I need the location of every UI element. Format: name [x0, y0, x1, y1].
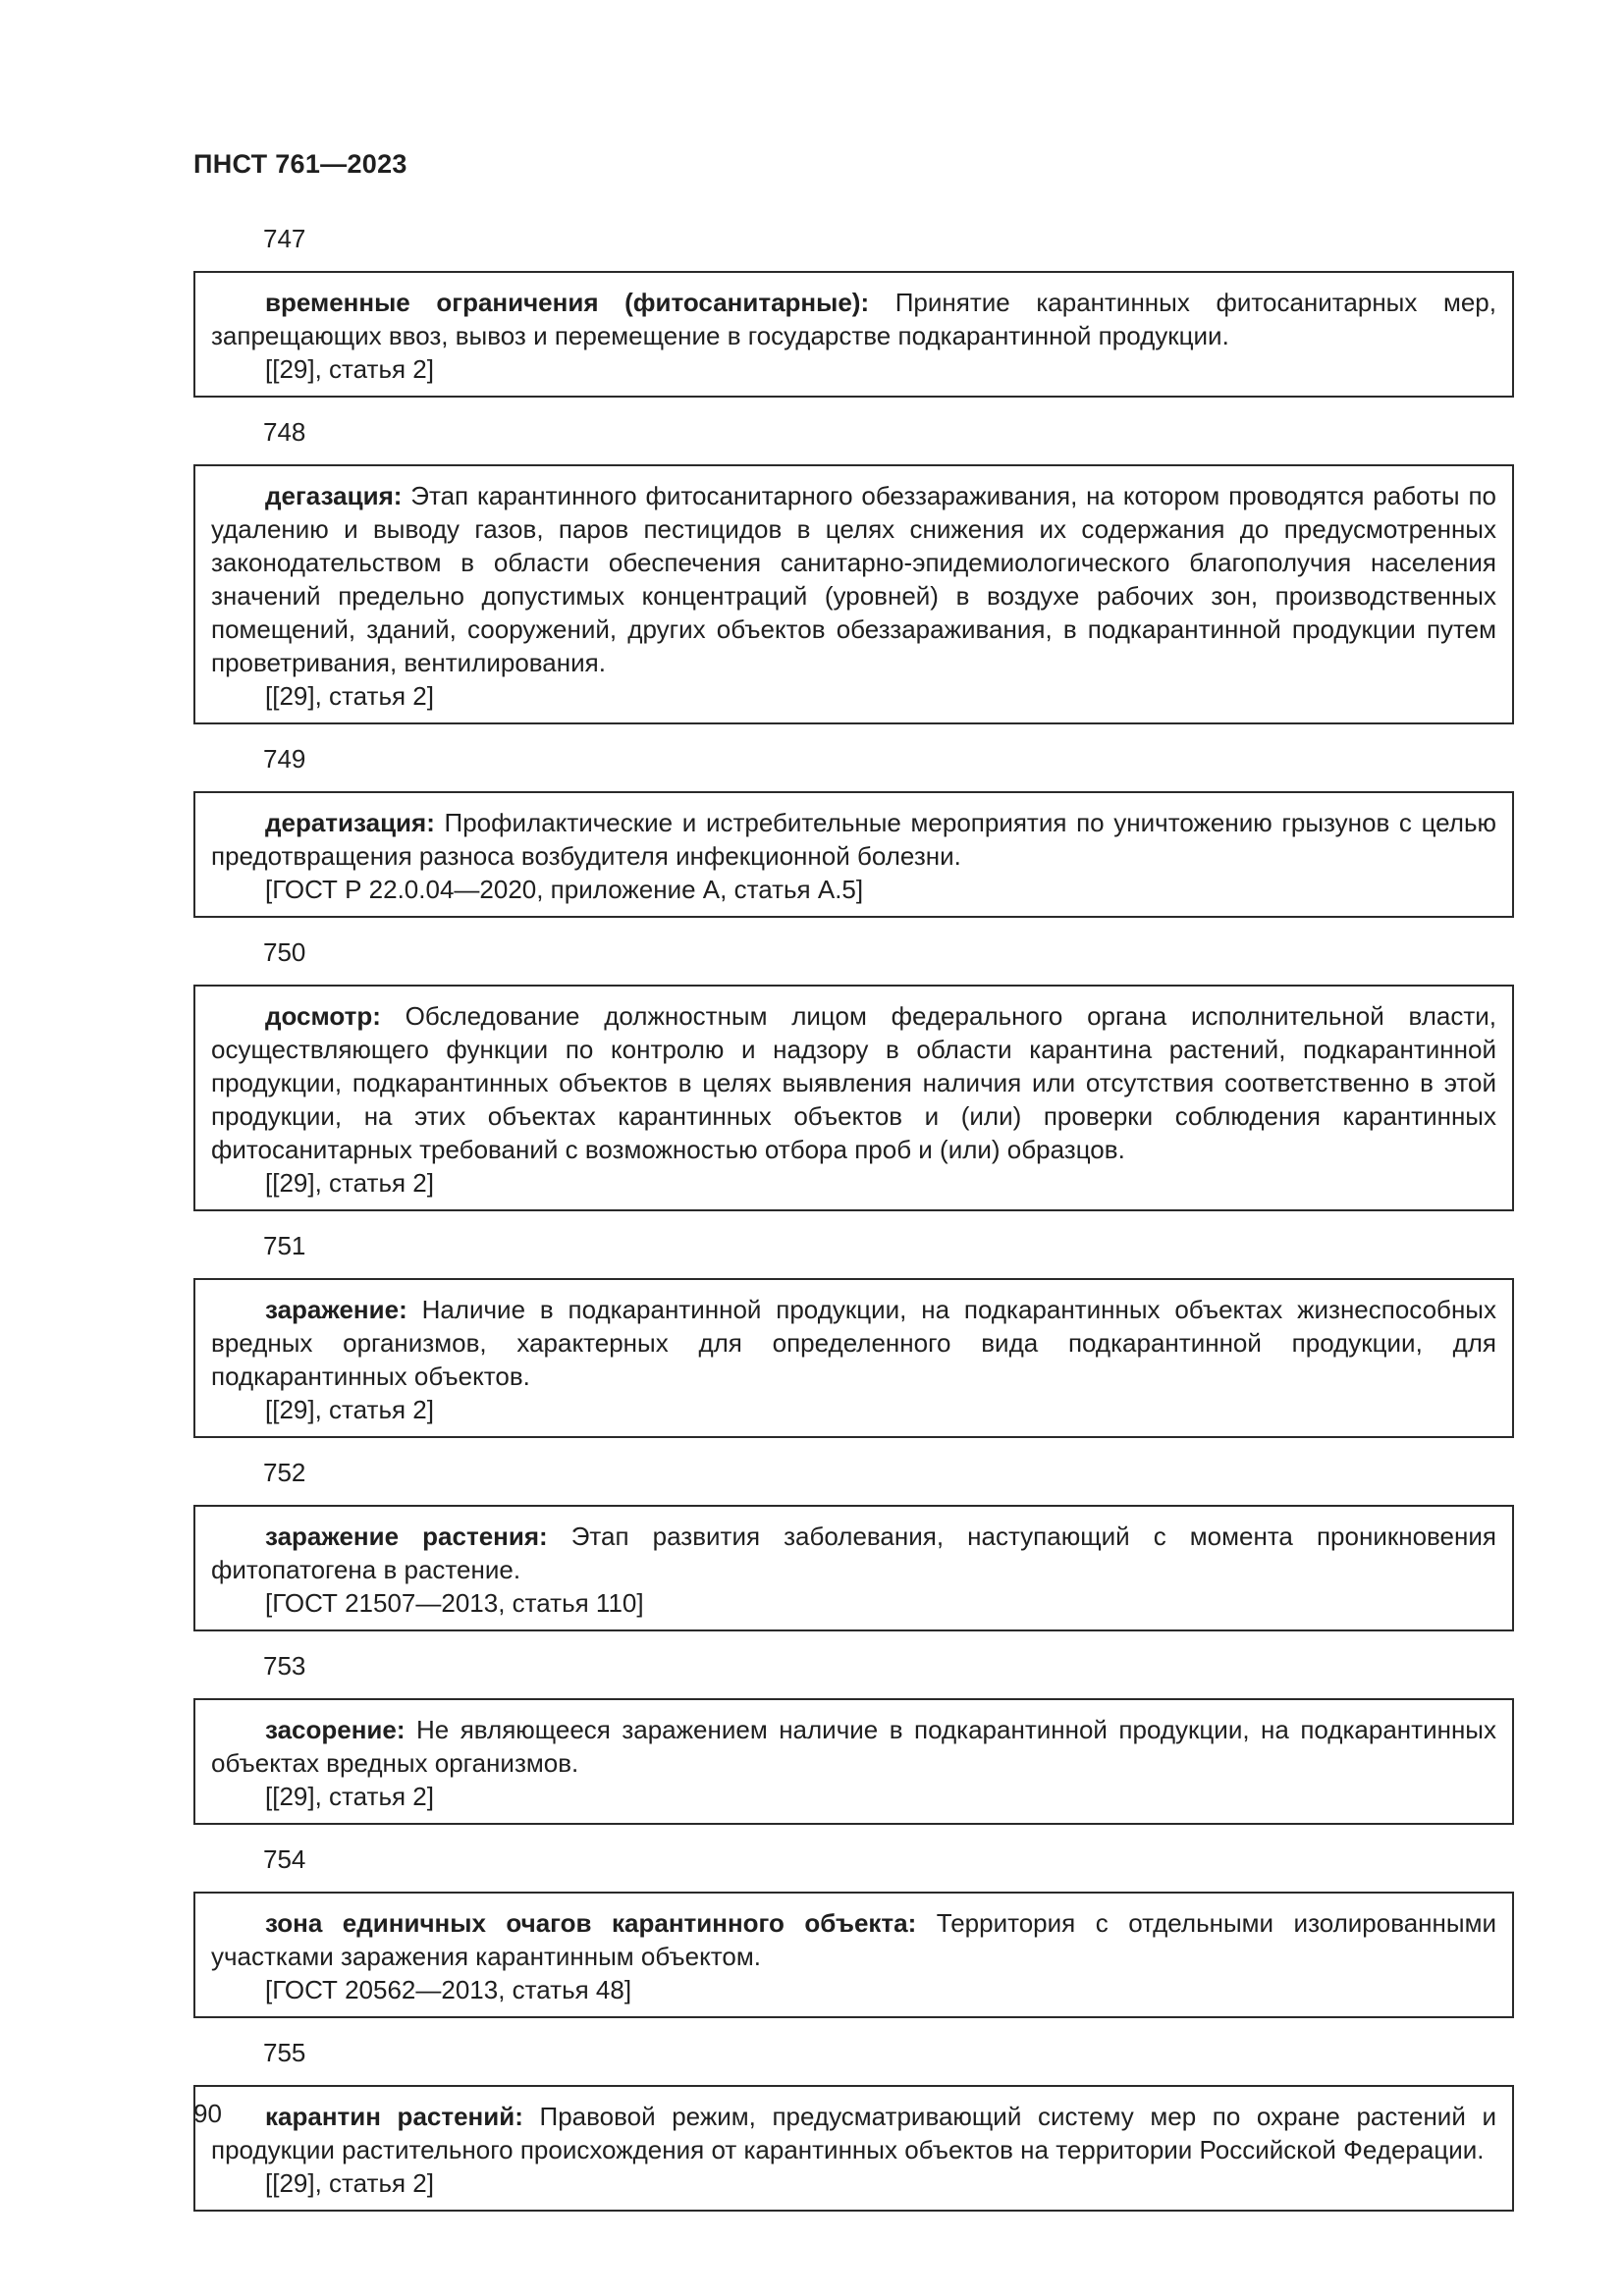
document-header: ПНСТ 761—2023 [193, 149, 407, 179]
term-text: Не являющееся заражением наличие в подкарантинной продукции, на подкарантинных объектах вредных организмов. [211, 1715, 1496, 1778]
term-entry [193, 985, 1514, 1211]
term-number: 747 [263, 224, 306, 253]
term-entry [193, 1892, 1514, 2018]
term-source: [[29], статья 2] [265, 354, 434, 384]
term-text: Принятие карантинных фитосанитарных мер, запрещающих ввоз, вывоз и перемещение в государстве подкарантинной продукции. [211, 288, 1496, 350]
term-text: Этап развития заболевания, наступающий с момента проникновения фитопатогена в растение. [211, 1522, 1496, 1584]
term-number: 751 [263, 1231, 306, 1260]
term-text: Наличие в подкарантинной продукции, на подкарантинных объектах жизнеспособных вредных организмов, характерных для определенного вида подкарантинной продукции, для подкарантинных объектов. [211, 1295, 1496, 1391]
term-definition [211, 1906, 1496, 1973]
term-source: [[29], статья 2] [265, 1395, 434, 1424]
term-definition [211, 1293, 1496, 1393]
term-entry [193, 1505, 1514, 1631]
term-source: [[29], статья 2] [265, 1168, 434, 1198]
term-source: [[29], статья 2] [265, 681, 434, 711]
term-entry [193, 1698, 1514, 1825]
term-definition [211, 1520, 1496, 1586]
term-text: Обследование должностным лицом федерального органа исполнительной власти, осуществляющего функции по контролю и надзору в области карантина растений, подкарантинной продукции, подкарантинных объектов в целях выявления наличия или отсутствия соответственно в этой продукции, на этих объектах карантинных объектов и (или) проверки соблюдения карантинных фитосанитарных требований с возможностью отбора проб и (или) образцов. [211, 1001, 1496, 1164]
terms-list [193, 222, 1514, 2229]
term-text: Профилактические и истребительные мероприятия по уничтожению грызунов с целью предотвращения разноса возбудителя инфекционной болезни. [211, 808, 1496, 871]
term-number: 748 [263, 417, 306, 447]
term-definition [211, 479, 1496, 679]
term-word: досмотр: [265, 1001, 381, 1031]
term-word: временные ограничения (фитосанитарные): [265, 288, 870, 317]
term-definition [211, 999, 1496, 1166]
term-text: Территория с отдельными изолированными участками заражения карантинным объектом. [211, 1908, 1496, 1971]
term-word: засорение: [265, 1715, 406, 1744]
term-entry [193, 791, 1514, 918]
term-number: 755 [263, 2038, 306, 2067]
term-definition [211, 1713, 1496, 1780]
term-entry [193, 464, 1514, 724]
term-word: заражение: [265, 1295, 407, 1324]
term-text: Правовой режим, предусматривающий систему мер по охране растений и продукции растительного происхождения от карантинных объектов на территории Российской Федерации. [211, 2102, 1496, 2164]
page-number: 90 [193, 2099, 222, 2128]
term-source: [ГОСТ Р 22.0.04—2020, приложение А, статья А.5] [265, 875, 864, 904]
term-source: [[29], статья 2] [265, 1782, 434, 1811]
term-number: 754 [263, 1844, 306, 1874]
term-source: [ГОСТ 21507—2013, статья 110] [265, 1588, 644, 1618]
term-entry [193, 271, 1514, 398]
term-entry [193, 1278, 1514, 1438]
term-number: 753 [263, 1651, 306, 1681]
term-number: 749 [263, 744, 306, 774]
term-source: [ГОСТ 20562—2013, статья 48] [265, 1975, 632, 2004]
term-definition [211, 806, 1496, 873]
term-entry [193, 2085, 1514, 2212]
term-number: 750 [263, 937, 306, 967]
term-word: карантин растений: [265, 2102, 523, 2131]
term-word: зона единичных очагов карантинного объекта: [265, 1908, 917, 1938]
term-number: 752 [263, 1458, 306, 1487]
term-word: дератизация: [265, 808, 435, 837]
term-text: Этап карантинного фитосанитарного обеззараживания, на котором проводятся работы по удалению и выводу газов, паров пестицидов в целях снижения их содержания до предусмотренных законодательством в области обеспечения санитарно-эпидемиологического благополучия населения значений предельно допустимых концентраций (уровней) в воздухе рабочих зон, производственных помещений, зданий, сооружений, других объектов обеззараживания, в подкарантинной продукции путем проветривания, вентилирования. [211, 481, 1496, 677]
term-definition [211, 286, 1496, 352]
term-source: [[29], статья 2] [265, 2168, 434, 2198]
term-word: заражение растения: [265, 1522, 548, 1551]
term-word: дегазация: [265, 481, 403, 510]
term-definition [211, 2100, 1496, 2166]
